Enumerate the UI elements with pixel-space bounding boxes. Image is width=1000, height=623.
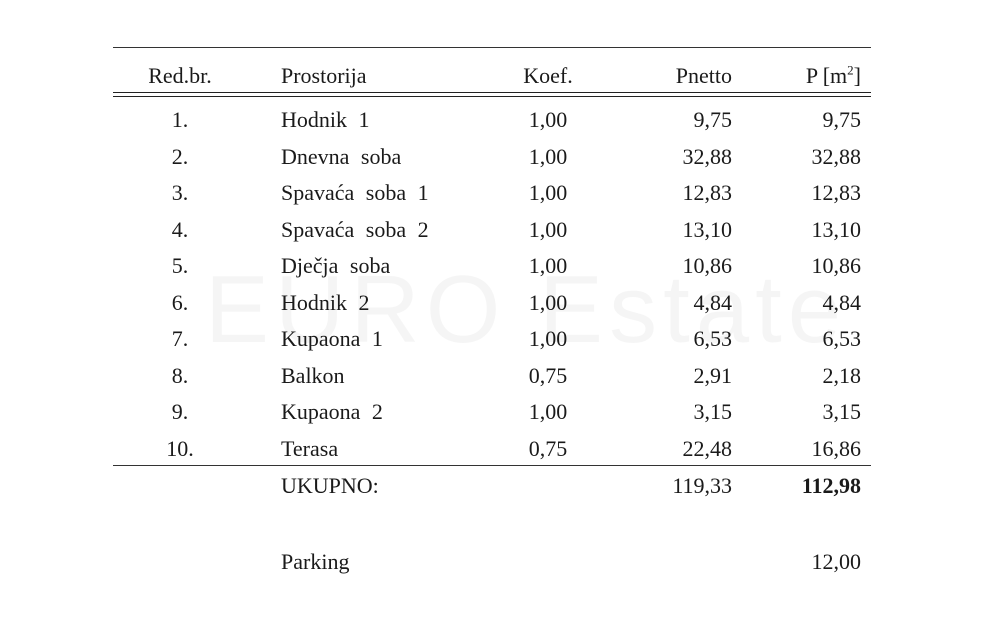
- row-number: 6.: [171, 289, 189, 315]
- row-room: Kupaona 2: [281, 399, 383, 424]
- header-red-br: Red.br.: [148, 63, 212, 88]
- row-p: 12,83: [811, 180, 861, 205]
- table-row: [0, 214, 1000, 246]
- row-p: 16,86: [811, 435, 861, 461]
- row-koef: 1,00: [528, 326, 568, 351]
- row-p: 6,53: [822, 326, 861, 351]
- row-pnetto: 22,48: [682, 435, 732, 461]
- row-number: 7.: [171, 326, 189, 351]
- parking-label: Parking: [281, 549, 350, 574]
- row-room: Kupaona 1: [281, 326, 383, 351]
- row-koef: 0,75: [528, 435, 568, 461]
- row-p: 4,84: [822, 289, 861, 315]
- row-number: 1.: [171, 107, 189, 132]
- row-p: 2,18: [822, 362, 861, 388]
- row-room: Spavaća soba 2: [281, 216, 429, 242]
- parking-p: 12,00: [811, 549, 861, 574]
- table-row: [0, 104, 1000, 136]
- row-pnetto: 12,83: [682, 180, 732, 205]
- row-koef: 0,75: [528, 362, 568, 388]
- row-number: 5.: [171, 253, 189, 278]
- row-pnetto: 9,75: [693, 107, 732, 132]
- row-koef: 1,00: [528, 399, 568, 424]
- row-koef: 1,00: [528, 107, 568, 132]
- row-number: 3.: [171, 180, 189, 205]
- header-pnetto: Pnetto: [675, 63, 732, 88]
- row-number: 8.: [171, 362, 189, 388]
- row-koef: 1,00: [528, 253, 568, 278]
- header-p-suffix: ]: [853, 63, 861, 88]
- header-double-rule: [113, 92, 871, 97]
- row-room: Spavaća soba 1: [281, 180, 429, 205]
- total-p: 112,98: [801, 473, 861, 498]
- total-pnetto: 119,33: [672, 473, 732, 498]
- row-pnetto: 3,15: [693, 399, 732, 424]
- row-koef: 1,00: [528, 216, 568, 242]
- row-koef: 1,00: [528, 180, 568, 205]
- row-pnetto: 10,86: [682, 253, 732, 278]
- row-pnetto: 6,53: [693, 326, 732, 351]
- row-room: Dnevna soba: [281, 143, 402, 169]
- row-p: 3,15: [822, 399, 861, 424]
- row-p: 9,75: [822, 107, 861, 132]
- total-row: [0, 470, 1000, 502]
- table-row: [0, 287, 1000, 319]
- table-header-row: [0, 60, 1000, 92]
- row-number: 2.: [171, 143, 189, 169]
- row-pnetto: 32,88: [682, 143, 732, 169]
- table-bottom-rule: [113, 465, 871, 466]
- row-pnetto: 13,10: [682, 216, 732, 242]
- table-top-rule: [113, 47, 871, 48]
- table-row: [0, 433, 1000, 465]
- row-p: 32,88: [811, 143, 861, 169]
- row-p: 13,10: [811, 216, 861, 242]
- table-row: [0, 177, 1000, 209]
- total-label: UKUPNO:: [281, 473, 379, 498]
- parking-row: [0, 546, 1000, 578]
- header-p-sup: 2: [847, 62, 854, 78]
- row-pnetto: 4,84: [693, 289, 732, 315]
- row-koef: 1,00: [528, 289, 568, 315]
- row-room: Balkon: [281, 362, 345, 388]
- table-row: [0, 141, 1000, 173]
- row-room: Hodnik 2: [281, 289, 370, 315]
- row-number: 4.: [171, 216, 189, 242]
- row-room: Terasa: [281, 435, 339, 461]
- row-room: Dječja soba: [281, 253, 391, 278]
- header-p-prefix: P [m: [805, 63, 848, 88]
- table-row: [0, 323, 1000, 355]
- header-koef: Koef.: [523, 63, 573, 88]
- row-koef: 1,00: [528, 143, 568, 169]
- row-number: 10.: [166, 435, 194, 461]
- header-p-m2: [750, 60, 861, 92]
- table-row: [0, 250, 1000, 282]
- table-row: [0, 360, 1000, 392]
- row-p: 10,86: [811, 253, 861, 278]
- row-room: Hodnik 1: [281, 107, 370, 132]
- table-row: [0, 396, 1000, 428]
- row-number: 9.: [171, 399, 189, 424]
- header-prostorija: Prostorija: [281, 63, 367, 88]
- row-pnetto: 2,91: [693, 362, 732, 388]
